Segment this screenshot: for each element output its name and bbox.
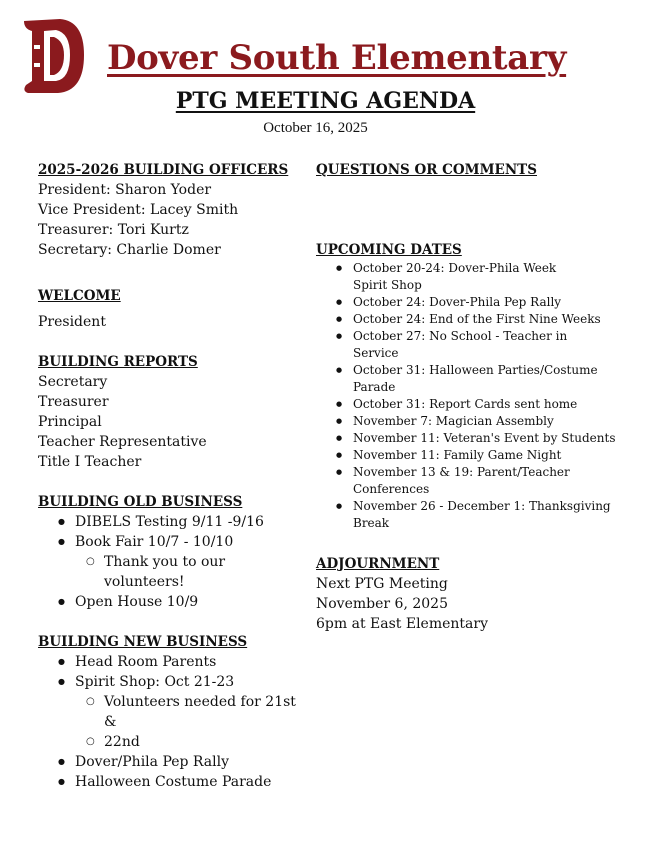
welcome-line: President [38,314,106,330]
list-subitem: ○ Volunteers needed for 21st & [38,692,308,732]
upcoming-heading: UPCOMING DATES [316,242,462,258]
report-line: Title I Teacher [38,454,142,470]
old-business-list [38,512,308,612]
date-item: ● October 24: End of the First Nine Weeks [316,311,616,328]
list-subitem-text: 22nd [104,734,140,750]
date-item: ● October 31: Halloween Parties/Costume Parade [316,362,616,396]
date-item: ● October 31: Report Cards sent home [316,396,616,413]
report-line: Secretary [38,374,108,390]
date-item: ● October 24: Dover-Phila Pep Rally [316,294,616,311]
new-business-heading: BUILDING NEW BUSINESS [38,634,248,650]
officer-line: Vice President: Lacey Smith [38,202,239,218]
list-item: ● Book Fair 10/7 - 10/10 [38,532,308,552]
welcome-heading: WELCOME [38,288,121,304]
officer-line: Treasurer: Tori Kurtz [38,222,189,238]
list-item: ● Dover/Phila Pep Rally [38,752,308,772]
questions-heading: QUESTIONS OR COMMENTS [316,162,537,178]
list-item: ● Open House 10/9 [38,592,308,612]
adjournment-line: 6pm at East Elementary [316,616,488,632]
date-item: ● November 13 & 19: Parent/Teacher Conferences [316,464,616,498]
new-business-list [38,652,308,792]
date-item: ● November 11: Family Game Night [316,447,616,464]
date-item: ● November 7: Magician Assembly [316,413,616,430]
date-item: ● November 26 - December 1: Thanksgiving Break [316,498,616,532]
page-title: PTG MEETING AGENDA [175,88,476,114]
officers-heading: 2025-2026 BUILDING OFFICERS [38,162,289,178]
left-column [38,160,308,792]
page-header [0,0,651,150]
right-column [316,160,616,634]
report-line: Teacher Representative [38,434,207,450]
list-item: ● DIBELS Testing 9/11 -9/16 [38,512,308,532]
adjournment-line: Next PTG Meeting [316,576,448,592]
list-item: ● Spirit Shop: Oct 21-23 [38,672,308,692]
logo-letter: D [20,15,21,16]
officer-line: Secretary: Charlie Domer [38,242,221,258]
report-line: Principal [38,414,102,430]
officer-line: President: Sharon Yoder [38,182,212,198]
adjournment-heading: ADJOURNMENT [316,556,440,572]
adjournment-line: November 6, 2025 [316,596,448,612]
report-line: Treasurer [38,394,109,410]
school-name: Dover South Elementary [107,38,567,78]
date-item: ● October 27: No School - Teacher in Service [316,328,616,362]
meeting-date: October 16, 2025 [263,120,368,136]
date-item: ● November 11: Veteran's Event by Students [316,430,616,447]
reports-heading: BUILDING REPORTS [38,354,198,370]
school-logo [20,15,86,95]
list-item: ● Halloween Costume Parade [38,772,308,792]
date-item: ● October 20-24: Dover-Phila Week Spirit Shop [316,260,616,294]
list-subitem: ○ Thank you to our volunteers! [38,552,308,592]
upcoming-dates-list [316,260,616,532]
list-subitem-continued [38,732,308,752]
list-item: ● Head Room Parents [38,652,308,672]
old-business-heading: BUILDING OLD BUSINESS [38,494,243,510]
